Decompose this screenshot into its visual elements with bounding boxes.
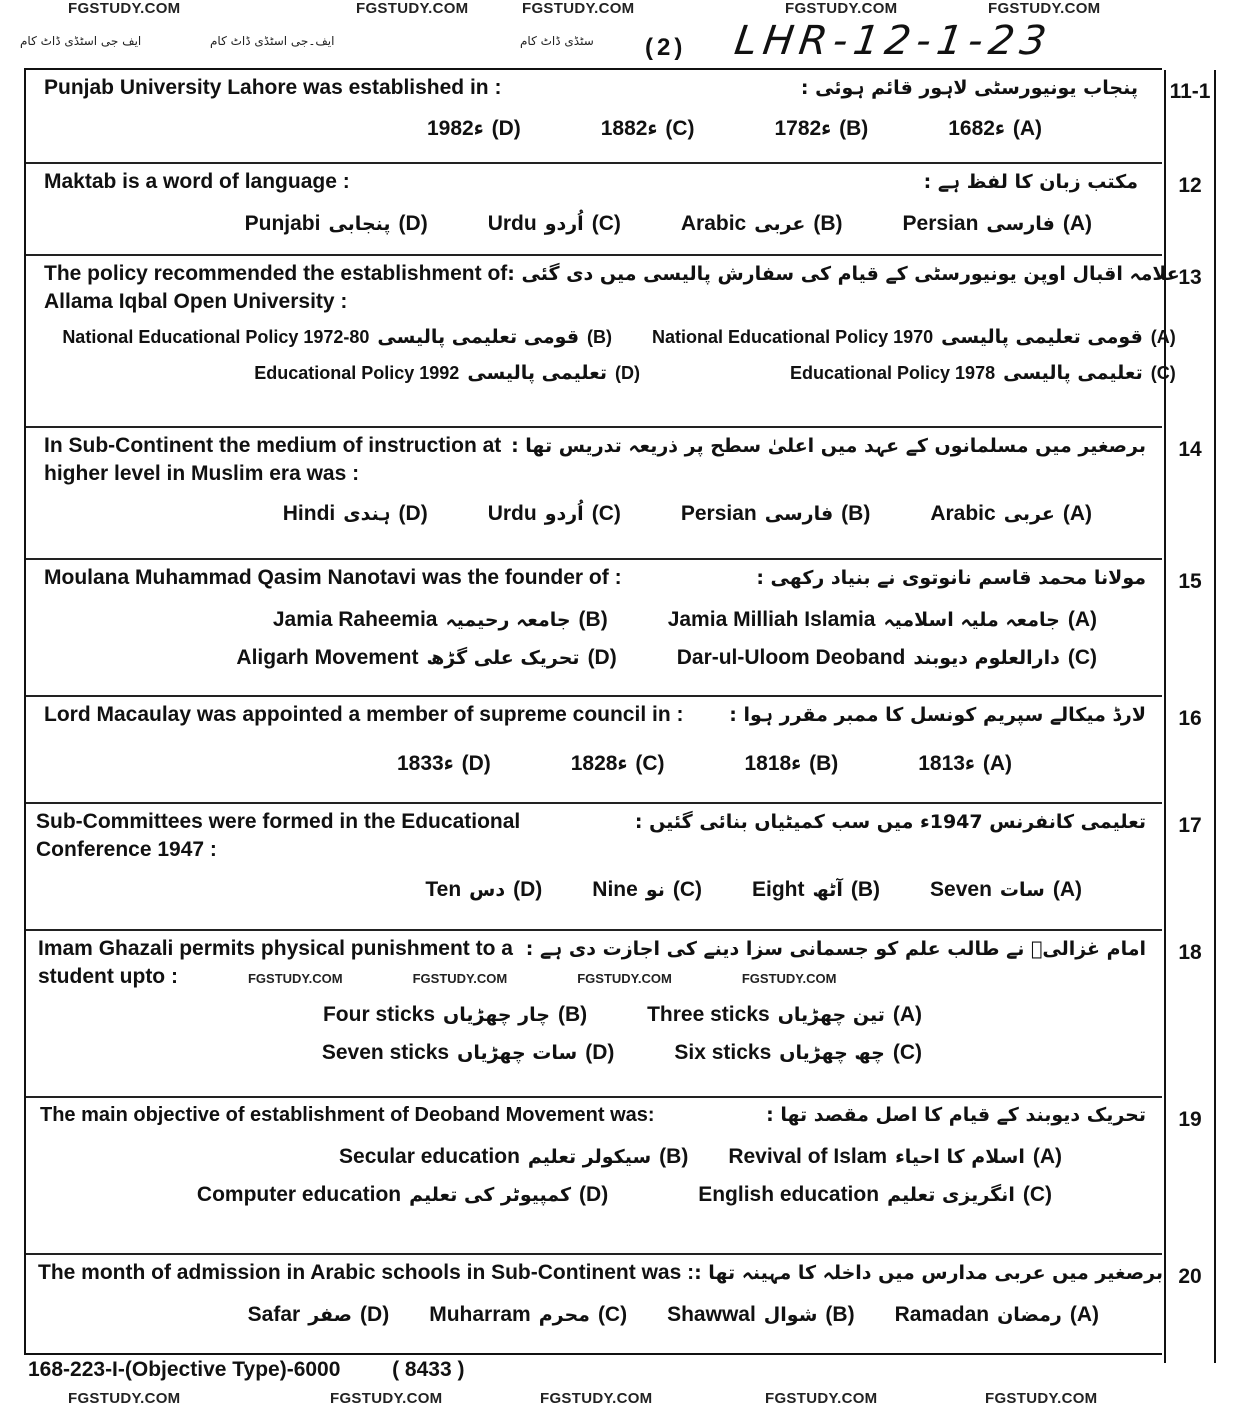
question-text-ur: امام غزالیؒ نے طالب علم کو جسمانی سزا دینے کی اجازت دی ہے : [525,938,1146,960]
option-a: Three sticks تین چھڑیاں (A) [647,1003,922,1026]
option-b: Persian فارسی (B) [680,502,871,525]
question-text-en: Moulana Muhammad Qasim Nanotavi was the founder of : [44,566,622,589]
question-text-ur: برصغیر میں عربی مدارس میں داخلہ کا مہینہ تھا : [694,1262,1164,1284]
question-text-en: In Sub-Continent the medium of instruction at [44,434,502,457]
question-row [26,804,1202,931]
watermark-top-4: FGSTUDY.COM [785,0,898,17]
question-row [26,70,1211,164]
option-b: 1782ء (B) [774,117,869,140]
question-number: 14 [1164,428,1216,568]
question-row [26,560,1202,697]
question-text-en: The policy recommended the establishment of [44,262,508,285]
question-number: 17 [1164,804,1216,939]
option-c: English education انگریزی تعلیم (C) [698,1183,1052,1206]
option-a: Jamia Milliah Islamia جامعہ ملیہ اسلامیہ (A) [667,608,1097,631]
question-text-en: Sub-Committees were formed in the Educational [36,810,521,833]
question-text-en: Imam Ghazali permits physical punishment to a [38,937,513,960]
option-c: 1882ء (C) [600,117,695,140]
option-a: Seven سات (A) [930,878,1082,901]
option-b: Arabic عربی (B) [680,212,843,235]
option-a: Ramadan رمضان (A) [894,1303,1100,1326]
page-number: (2) [645,34,687,61]
question-row [26,931,1202,1098]
question-text-en-line2: student upto : [38,965,178,988]
watermark-top-3: FGSTUDY.COM [522,0,635,17]
option-b: Four sticks چار چھڑیاں (B) [322,1003,588,1026]
question-number: 19 [1164,1098,1216,1263]
option-b: Eight آٹھ (B) [752,878,881,901]
question-text-ur: مکتب زبان کا لفظ ہے : [923,171,1138,193]
option-a: Revival of Islam اسلام کا احیاء (A) [728,1145,1062,1168]
option-d: 1833ء (D) [397,752,491,775]
option-c: Muharram محرم (C) [429,1303,628,1326]
footer-serial: ( 8433 ) [392,1358,465,1381]
question-row [26,1098,1202,1255]
option-d: Computer education کمپیوٹر کی تعلیم (D) [196,1183,609,1206]
question-text-ur: تعلیمی کانفرنس 1947ء میں سب کمیٹیاں بنائی گئیں : [634,811,1146,833]
watermark-top-5: FGSTUDY.COM [988,0,1101,17]
question-text-en-line2: Allama Iqbal Open University : [44,290,348,313]
watermark-bottom-2: FGSTUDY.COM [330,1390,443,1407]
question-text-en-line2: Conference 1947 : [36,838,217,861]
option-b: 1818ء (B) [744,752,839,775]
option-b: Jamia Raheemia جامعہ رحیمیہ (B) [272,608,608,631]
question-text-ur: تحریک دیوبند کے قیام کا اصل مقصد تھا : [766,1104,1146,1126]
question-text-en: The month of admission in Arabic schools in Sub-Continent was : [38,1261,695,1284]
question-text-ur: برصغیر میں مسلمانوں کے عہد میں اعلیٰ سطح پر ذریعہ تدریس تھا : [511,435,1146,457]
question-text-en: Lord Macaulay was appointed a member of supreme council in : [44,703,684,726]
option-c: Six sticks چھ چھڑیاں (C) [674,1041,922,1064]
question-row [26,164,1202,256]
question-text-en: Punjab University Lahore was established in : [44,76,502,99]
option-c: Educational Policy 1978 تعلیمی پالیسی (C) [790,362,1176,384]
watermark-top-2: FGSTUDY.COM [356,0,469,17]
watermark: FGSTUDY.COM [741,971,837,986]
question-text-en: Maktab is a word of language : [44,170,350,193]
question-number: 16 [1164,697,1216,812]
header-urdu-watermark-mid: ایف۔جی اسٹڈی ڈاٹ کام [210,34,335,48]
option-a: 1682ء (A) [948,117,1042,140]
question-row [26,697,1202,804]
option-a: 1813ء (A) [918,752,1012,775]
option-d: Aligarh Movement تحریک علی گڑھ (D) [236,646,617,669]
watermark: FGSTUDY.COM [577,971,672,986]
watermark-bottom-5: FGSTUDY.COM [985,1390,1098,1407]
option-c: 1828ء (C) [570,752,665,775]
option-a: National Educational Policy 1970 قومی تعلیمی پالیسی (A) [652,326,1176,348]
footer-paper-code: 168-223-I-(Objective Type)-6000 [28,1358,341,1381]
option-a: Arabic عربی (A) [930,502,1092,525]
question-text-en-line2: higher level in Muslim era was : [44,462,360,485]
header-urdu-watermark-right: سٹڈی ڈاٹ کام [520,34,594,48]
option-c: Nine نو (C) [592,878,703,901]
question-text-ur: علامہ اقبال اوپن یونیورسٹی کے قیام کی سفارش پالیسی میں دی گئی : [507,263,1180,285]
option-d: Punjabi پنجابی (D) [244,212,428,235]
question-text-ur: مولانا محمد قاسم نانوتوی نے بنیاد رکھی : [756,567,1146,589]
watermark-top-1: FGSTUDY.COM [68,0,181,17]
question-row [26,428,1202,560]
option-d: Ten دس (D) [425,878,543,901]
watermark-bottom-3: FGSTUDY.COM [540,1390,653,1407]
option-d: Educational Policy 1992 تعلیمی پالیسی (D) [254,362,640,384]
option-c: Urdu اُردو (C) [487,212,621,235]
paper-footer [28,1358,464,1382]
option-b: National Educational Policy 1972-80 قومی تعلیمی پالیسی (B) [62,326,613,348]
header-urdu-watermark-left: ایف جی اسٹڈی ڈاٹ کام [20,34,142,48]
paper-code-handwritten: LHR-12-1-23 [731,18,1055,64]
question-number: 12 [1164,164,1216,264]
question-table [24,68,1211,1355]
question-number: 20 [1164,1255,1216,1363]
option-a: Persian فارسی (A) [902,212,1092,235]
question-number: 11-1 [1164,70,1216,172]
question-row [26,256,1202,428]
question-text-ur: پنجاب یونیورسٹی لاہور قائم ہوئی : [800,77,1138,99]
question-number: 15 [1164,560,1216,705]
question-number: 13 [1164,256,1216,436]
question-number: 18 [1164,931,1216,1106]
watermark-bottom-4: FGSTUDY.COM [765,1390,878,1407]
option-d: Safar صفر (D) [247,1303,390,1326]
option-d: Hindi ہندی (D) [282,502,428,525]
option-d: 1982ء (D) [427,117,521,140]
question-text-ur: لارڈ میکالے سپریم کونسل کا ممبر مقرر ہوا : [729,704,1146,726]
option-c: Urdu اُردو (C) [487,502,621,525]
question-row [26,1255,1202,1353]
watermark: FGSTUDY.COM [412,971,508,986]
option-b: Shawwal شوال (B) [667,1303,855,1326]
option-d: Seven sticks سات چھڑیاں (D) [321,1041,615,1064]
watermark-bottom-1: FGSTUDY.COM [68,1390,181,1407]
option-c: Dar-ul-Uloom Deoband دارالعلوم دیوبند (C) [676,646,1097,669]
watermark: FGSTUDY.COM [247,971,343,986]
question-text-en: The main objective of establishment of Deoband Movement was: [40,1104,655,1126]
option-b: Secular education سیکولر تعلیم (B) [339,1145,689,1168]
